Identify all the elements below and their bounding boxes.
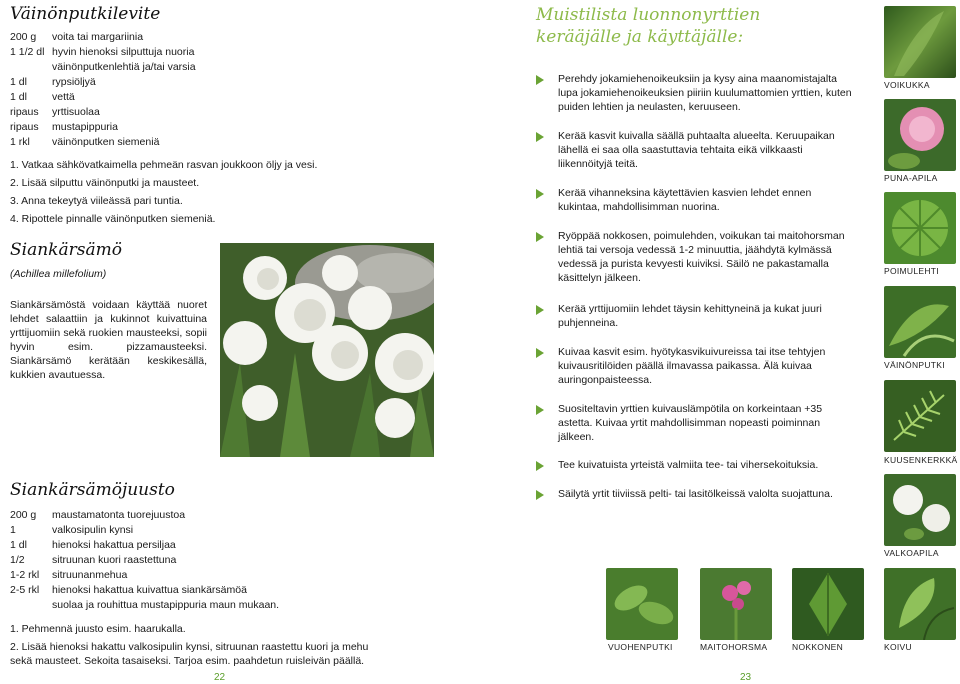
triangle-bullet-icon: [536, 75, 544, 85]
triangle-bullet-icon: [536, 305, 544, 315]
ingredient-qty: 1 rkl: [10, 136, 30, 148]
checklist-item: Suositeltavin yrttien kuivauslämpötila on korkeintaan +35 astetta. Kuivaa yrtit mahdollisimman nopeasti poiminnan jälkeen.: [536, 402, 856, 444]
caption-nokkonen: NOKKONEN: [792, 642, 844, 652]
ingredient-text: väinönputkenlehtiä ja/tai varsia: [52, 61, 196, 73]
ingredient-qty: ripaus: [10, 121, 39, 133]
checklist-item: Kerää vihanneksina käytettävien kasvien lehdet ennen kukintaa, mahdollisimman nuorina.: [536, 186, 856, 214]
spruce-shoot-photo: [884, 380, 956, 452]
recipe-steps-1: [10, 158, 430, 226]
step: sekä mausteet. Sekoita tasaiseksi. Tarjoa esim. paahdetun ruisleivän päällä.: [10, 655, 365, 667]
checklist-item: Perehdy jokamiehenoikeuksiin ja kysy aina maanomistajalta lupa jokamiehenoikeuksien piiriin kuulumattomien yrttien, kuten puiden lehtien ja neulasten, keruuseen.: [536, 72, 856, 114]
triangle-bullet-icon: [536, 490, 544, 500]
triangle-bullet-icon: [536, 461, 544, 471]
checklist-item: Kuivaa kasvit esim. hyötykasvikuivureissa tai itse tehtyjen kuivausritilöiden päällä ilmavassa paikassa. Älä kuivaa auringonpaisteessa.: [536, 345, 856, 387]
birch-leaf-image: [884, 568, 956, 640]
ingredient-qty: 1: [10, 524, 16, 536]
ingredient-text: sitruunan kuori raastettuna: [52, 554, 177, 566]
ingredient-text: suolaa ja rouhittua mustapippuria maun mukaan.: [52, 599, 280, 611]
ingredient-qty: 1 dl: [10, 76, 27, 88]
checklist-title-line-2: kerääjälle ja käyttäjälle:: [536, 27, 744, 47]
recipe-title-siankarsamojuusto: Siankärsämöjuusto: [10, 480, 175, 500]
birch-photo: [884, 568, 956, 640]
ingredient-qty: 1 1/2 dl: [10, 46, 45, 58]
caption-maitohorsma: MAITOHORSMA: [700, 642, 768, 652]
ingredient-list-2: [10, 508, 410, 612]
step: 2. Lisää hienoksi hakattu valkosipulin kynsi, sitruunan raastettu kuori ja mehu: [10, 641, 369, 653]
ingredient-qty: 1 dl: [10, 91, 27, 103]
ingredient-qty: 200 g: [10, 509, 37, 521]
step: 3. Anna tekeytyä viileässä pari tuntia.: [10, 195, 183, 207]
ingredient-text: rypsiöljyä: [52, 76, 96, 88]
goutweed-image: [606, 568, 678, 640]
nettle-photo: [792, 568, 864, 640]
ingredient-qty: 2-5 rkl: [10, 584, 40, 596]
page-number-right: 23: [740, 672, 752, 683]
ingredient-qty: [10, 60, 52, 74]
herb-title-siankarsamo: Siankärsämö: [10, 240, 122, 260]
triangle-bullet-icon: [536, 405, 544, 415]
step: 1. Pehmennä juusto esim. haarukalla.: [10, 623, 186, 635]
dandelion-leaf-image: [884, 6, 956, 78]
yarrow-photo: [220, 243, 434, 457]
ingredient-list-1: [10, 30, 310, 149]
ground-elder-photo: [884, 286, 956, 358]
ladys-mantle-image: [884, 192, 956, 264]
ingredient-text: hyvin hienoksi silputtuja nuoria: [52, 46, 195, 58]
nettle-image: [792, 568, 864, 640]
ingredient-text: väinönputken siemeniä: [52, 136, 160, 148]
spruce-shoot-image: [884, 380, 956, 452]
ingredient-text: mustapippuria: [52, 121, 118, 133]
ingredient-text: yrttisuolaa: [52, 106, 100, 118]
caption-vuohenputki: VUOHENPUTKI: [608, 642, 673, 652]
triangle-bullet-icon: [536, 132, 544, 142]
caption-koivu: KOIVU: [884, 642, 912, 652]
ingredient-text: vettä: [52, 91, 75, 103]
caption-poimulehti: POIMULEHTI: [884, 266, 939, 276]
caption-voikukka: VOIKUKKA: [884, 80, 930, 90]
step: 4. Ripottele pinnalle väinönputken siemeniä.: [10, 213, 216, 225]
white-clover-image: [884, 474, 956, 546]
ingredient-qty: 1 dl: [10, 539, 27, 551]
checklist-item: Ryöppää nokkosen, poimulehden, voikukan tai maitohorsman lehtiä tai versoja vedessä 1-2 minuuttia, jäähdytä kylmässä vedessä ja purista kevyesti kuiviksi. Säilö ne pakastamalla käsittelyn jälkeen.: [536, 229, 856, 285]
fireweed-image: [700, 568, 772, 640]
goutweed-photo: [606, 568, 678, 640]
fireweed-photo: [700, 568, 772, 640]
ingredient-text: hienoksi hakattua kuivattua siankärsämöä: [52, 584, 247, 596]
ingredient-qty: 1-2 rkl: [10, 569, 40, 581]
recipe-steps-2: [10, 622, 450, 668]
ingredient-qty: 200 g: [10, 31, 37, 43]
herb-description: Siankärsämöstä voidaan käyttää nuoret lehdet salaattiin ja kukinnot kuivattuina yrttijuomiin sekä ruokien mausteeksi, sopii hyvin esim. pizzamausteeksi. Siankärsämö kerätään keskikesällä, kukkien avautuessa.: [10, 299, 207, 381]
caption-vainonputki: VÄINÖNPUTKI: [884, 360, 945, 370]
ingredient-text: sitruunanmehua: [52, 569, 128, 581]
white-clover-photo: [884, 474, 956, 546]
herb-latin-name: (Achillea millefolium): [10, 268, 107, 280]
triangle-bullet-icon: [536, 348, 544, 358]
ingredient-text: maustamatonta tuorejuustoa: [52, 509, 186, 521]
ingredient-text: hienoksi hakattua persiljaa: [52, 539, 176, 551]
checklist-item: Säilytä yrtit tiiviissä pelti- tai lasitölkeissä valolta suojattuna.: [536, 487, 856, 501]
ladys-mantle-photo: [884, 192, 956, 264]
ingredient-qty: [10, 598, 52, 612]
ingredient-qty: ripaus: [10, 106, 39, 118]
red-clover-photo: [884, 99, 956, 171]
dandelion-photo: [884, 6, 956, 78]
checklist-title-line-1: Muistilista luonnonyrttien: [536, 5, 761, 25]
step: 1. Vatkaa sähkövatkaimella pehmeän rasvan joukkoon öljy ja vesi.: [10, 159, 318, 171]
step: 2. Lisää silputtu väinönputki ja mausteet.: [10, 177, 200, 189]
checklist-item: Kerää kasvit kuivalla säällä puhtaalta alueelta. Keruupaikan lähellä ei saa olla saastuttavia tehtaita eikä vilkkaasti liikennöityjä teitä.: [536, 129, 856, 171]
recipe-title-vainonputkilevite: Väinönputkilevite: [10, 4, 161, 24]
caption-puna-apila: PUNA-APILA: [884, 173, 938, 183]
page-number-left: 22: [214, 672, 226, 683]
triangle-bullet-icon: [536, 189, 544, 199]
checklist-item: Kerää yrttijuomiin lehdet täysin kehittyneinä ja kukat juuri puhjenneina.: [536, 302, 856, 330]
ingredient-text: valkosipulin kynsi: [52, 524, 134, 536]
caption-valkoapila: VALKOAPILA: [884, 548, 939, 558]
yarrow-image: [220, 243, 434, 457]
ground-elder-image: [884, 286, 956, 358]
triangle-bullet-icon: [536, 232, 544, 242]
ingredient-text: voita tai margariinia: [52, 31, 144, 43]
caption-kuusenkerkka: KUUSENKERKKÄ: [884, 455, 958, 465]
checklist-item: Tee kuivatuista yrteistä valmiita tee- tai vihersekoituksia.: [536, 458, 856, 472]
ingredient-qty: 1/2: [10, 554, 25, 566]
red-clover-image: [884, 99, 956, 171]
